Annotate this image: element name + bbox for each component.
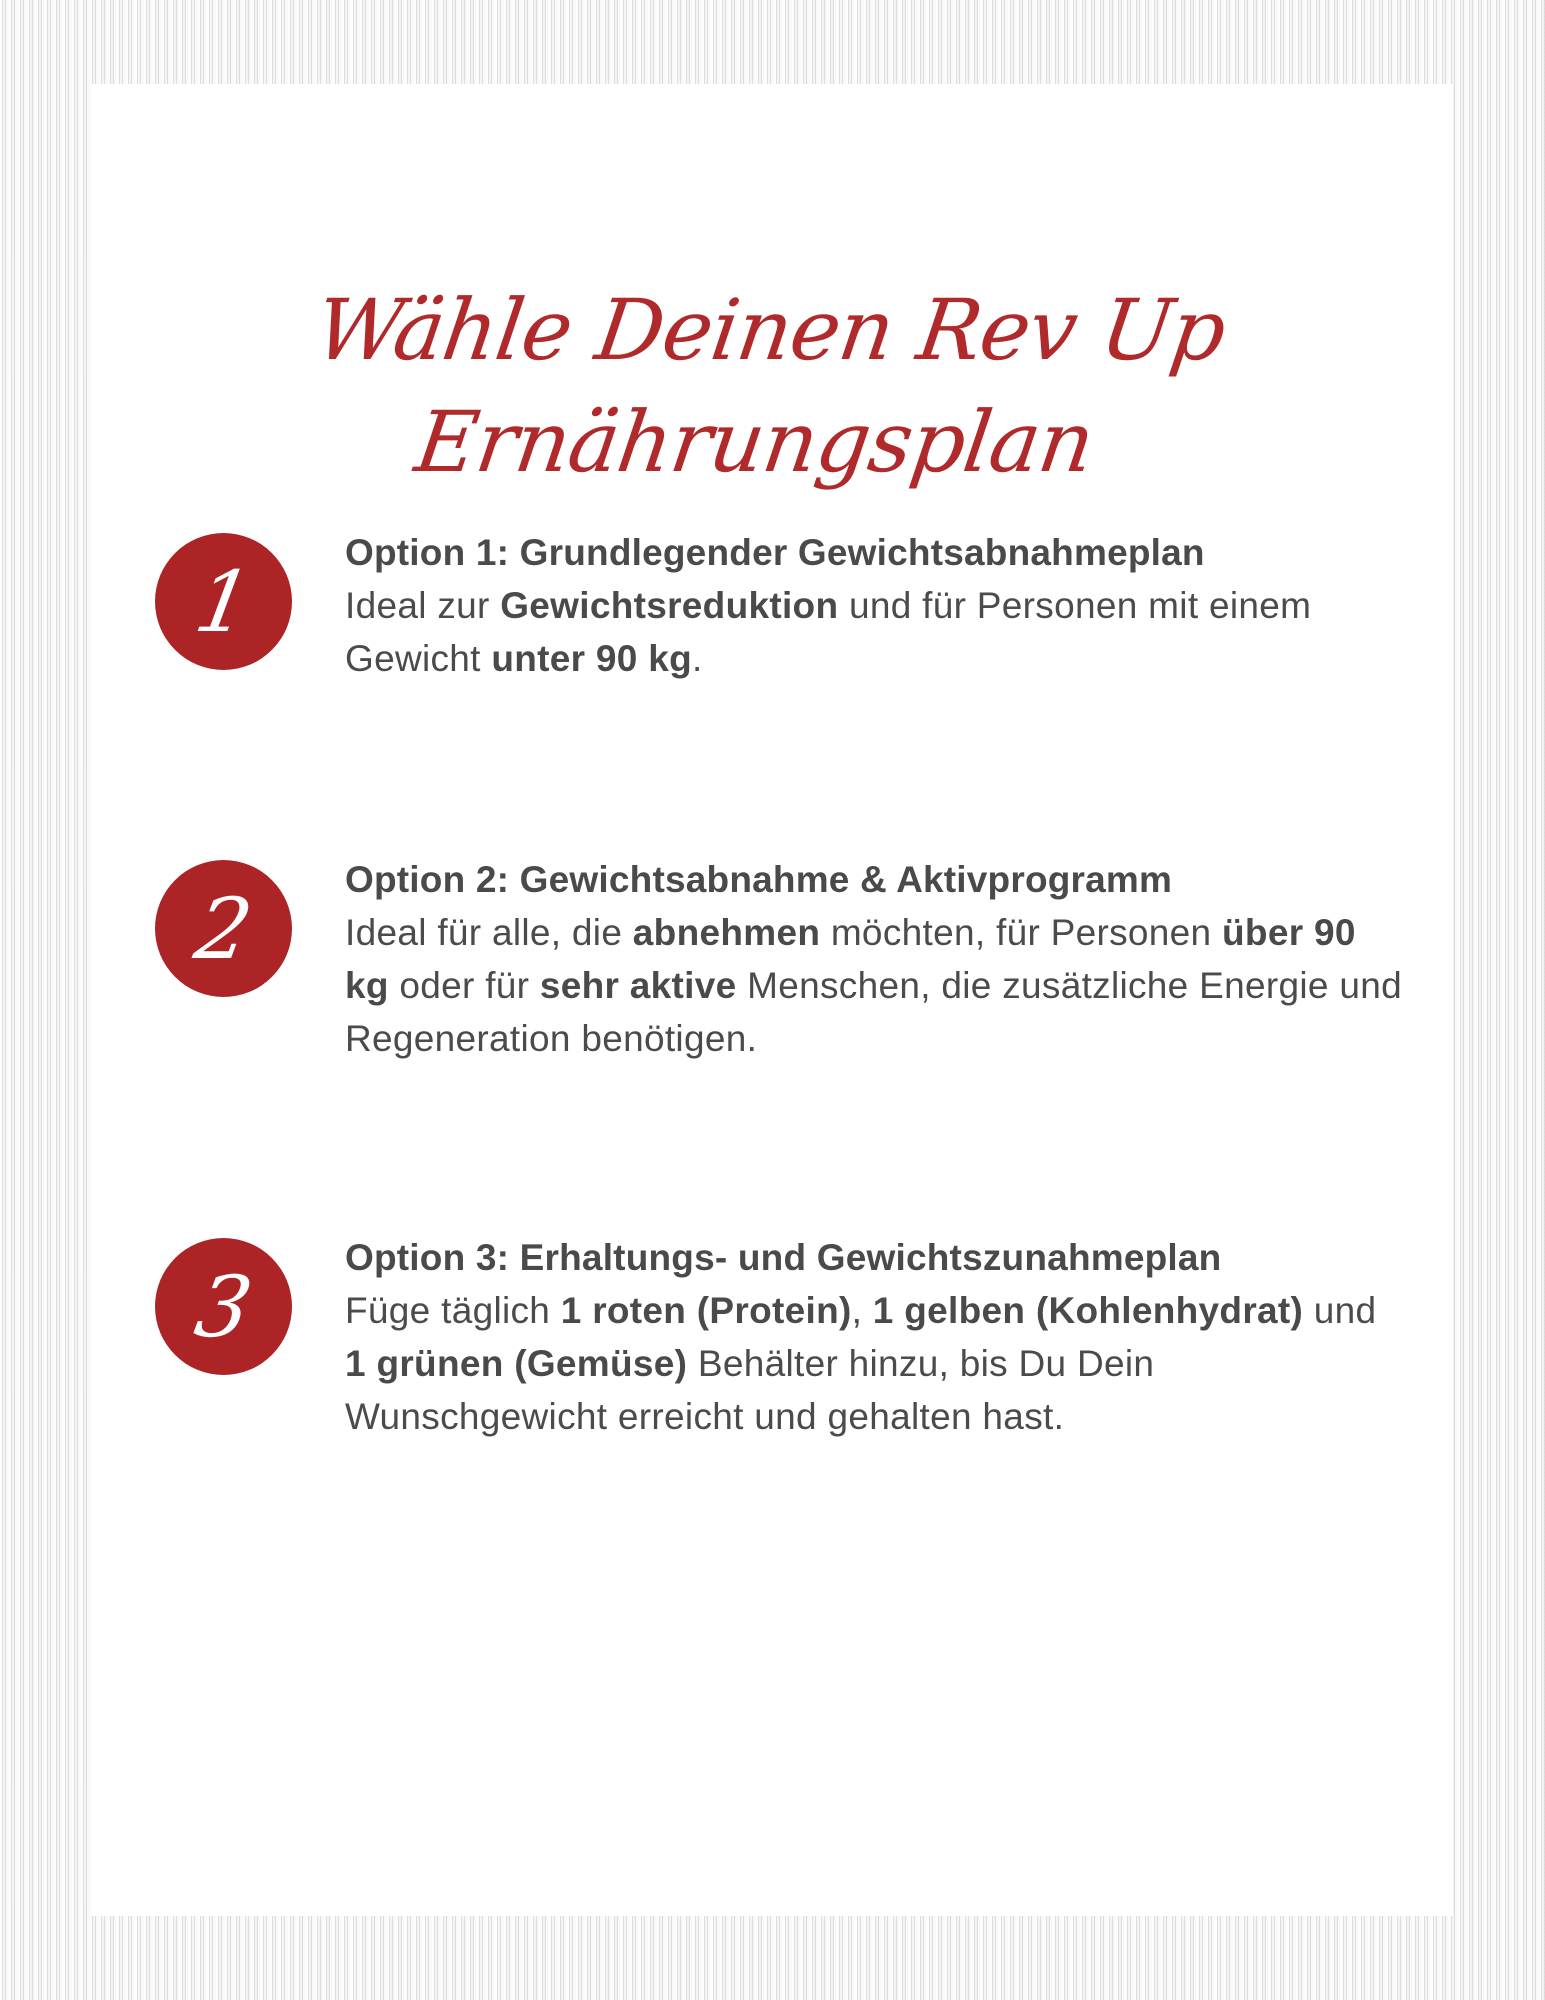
option-3-body-seg-4: und [1303, 1290, 1377, 1331]
option-1-number: 1 [188, 552, 259, 651]
number-3-circle-icon [155, 1238, 292, 1375]
option-3-body-seg-5: 1 grünen (Gemüse) [345, 1343, 688, 1384]
option-3-body-seg-0: Füge täglich [345, 1290, 561, 1331]
option-2-body-seg-6: Menschen, die zusätzliche Energie und Regeneration benötigen. [345, 965, 1402, 1059]
option-2-body-seg-5: sehr aktive [539, 965, 737, 1006]
option-2-text [345, 853, 1405, 1065]
option-3-number: 3 [188, 1257, 259, 1356]
option-3-body-seg-1: 1 roten (Protein) [560, 1290, 852, 1331]
option-2-number: 2 [188, 879, 259, 978]
number-1-circle-icon [155, 533, 292, 670]
option-3-text [345, 1231, 1405, 1443]
option-2-body-seg-2: möchten, für Personen [820, 912, 1223, 953]
option-1-text [345, 526, 1405, 685]
option-1-body-seg-2: und für Personen mit einem Gewicht [345, 585, 1312, 679]
document-card [92, 84, 1453, 1916]
option-1-body-seg-0: Ideal zur [345, 585, 501, 626]
page-title-line-1: Wähle Deinen Rev Up [309, 281, 1232, 379]
option-1-body-seg-1: Gewichtsreduktion [500, 585, 839, 626]
option-2-body-seg-3: über 90 kg [345, 912, 1356, 1006]
option-1-heading: Option 1: Grundlegender Gewichtsabnahmeplan [345, 532, 1205, 573]
option-3-body-seg-2: , [851, 1290, 873, 1331]
number-2-circle-icon [155, 860, 292, 997]
option-3-body-seg-6: Behälter hinzu, bis Du Dein Wunschgewicht erreicht und gehalten hast. [345, 1343, 1155, 1437]
page-title-line-2: Ernährungsplan [409, 393, 1100, 491]
option-3-body-seg-3: 1 gelben (Kohlenhydrat) [872, 1290, 1304, 1331]
option-2-body-seg-4: oder für [388, 965, 540, 1006]
option-2-body-seg-0: Ideal für alle, die [345, 912, 633, 953]
option-2-body-seg-1: abnehmen [632, 912, 821, 953]
option-1-body-seg-4: . [692, 638, 703, 679]
option-1-body-seg-3: unter 90 kg [491, 638, 693, 679]
page-title [66, 274, 1458, 498]
option-2-heading: Option 2: Gewichtsabnahme & Aktivprogramm [345, 859, 1173, 900]
option-3-heading: Option 3: Erhaltungs- und Gewichtszunahmeplan [345, 1237, 1222, 1278]
